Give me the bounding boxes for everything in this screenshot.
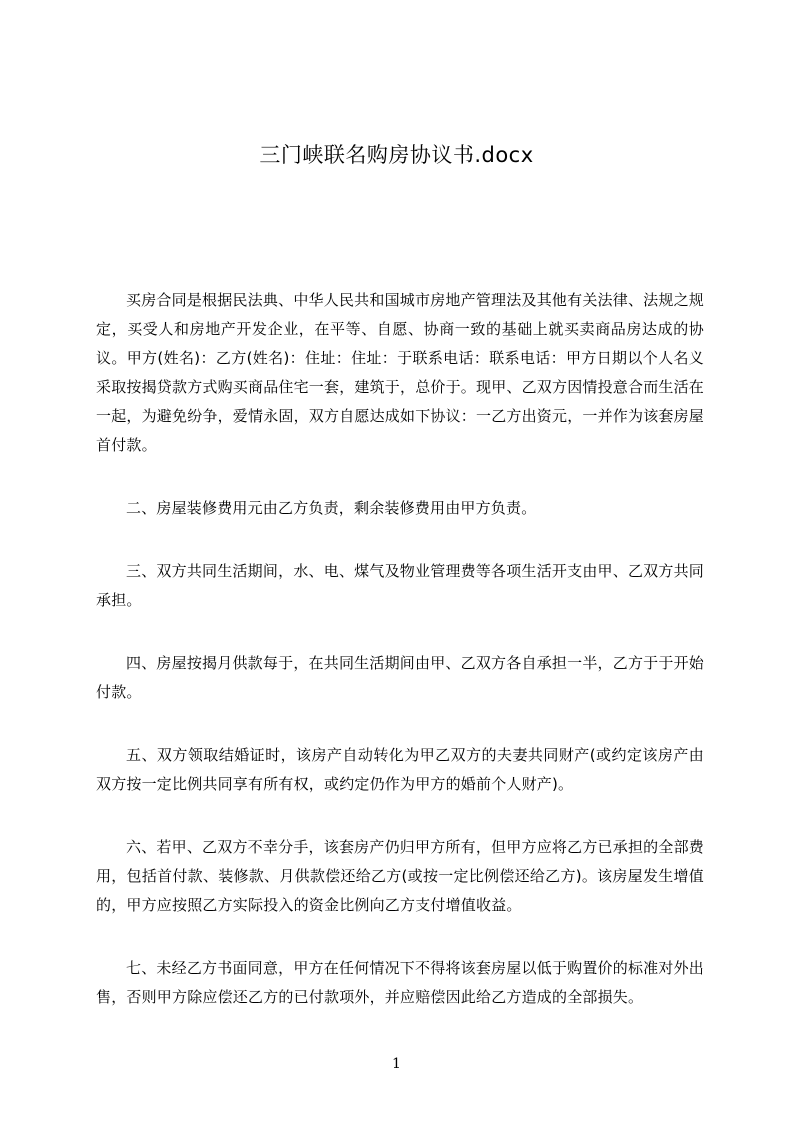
document-body bbox=[96, 286, 704, 1046]
document-title: 三门峡联名购房协议书.docx bbox=[259, 143, 534, 167]
paragraph-clause-6: 六、若甲、乙双方不幸分手，该套房产仍归甲方所有，但甲方应将乙方已承担的全部费用，包括首付款、装修款、月供款偿还给乙方(或按一定比例偿还给乙方)。该房屋发生增值的，甲方应按照乙方实际投入的资金比例向乙方支付增值收益。 bbox=[96, 838, 704, 914]
paragraph-clause-7: 七、未经乙方书面同意，甲方在任何情况下不得将该套房屋以低于购置价的标准对外出售，否则甲方除应偿还乙方的已付款项外，并应赔偿因此给乙方造成的全部损失。 bbox=[96, 959, 704, 1006]
paragraph-clause-5: 五、双方领取结婚证时，该房产自动转化为甲乙双方的夫妻共同财产(或约定该房产由双方按一定比例共同享有所有权，或约定仍作为甲方的婚前个人财产)。 bbox=[96, 746, 704, 793]
page-number: 1 bbox=[392, 1056, 401, 1072]
paragraph-clause-2: 二、房屋装修费用元由乙方负责，剩余装修费用由甲方负责。 bbox=[126, 499, 537, 517]
paragraph-intro: 买房合同是根据民法典、中华人民共和国城市房地产管理法及其他有关法律、法规之规定，买受人和房地产开发企业，在平等、自愿、协商一致的基础上就买卖商品房达成的协议。甲方(姓名)：乙方(姓名)：住址：住址：于联系电话：联系电话：甲方日期以个人名义采取按揭贷款方式购买商品住宅一套，建筑于，总价于。现甲、乙双方因情投意合而生活在一起，为避免纷争，爱情永固，双方自愿达成如下协议：一乙方出资元，一并作为该套房屋首付款。 bbox=[96, 291, 705, 454]
paragraph-clause-3: 三、双方共同生活期间，水、电、煤气及物业管理费等各项生活开支由甲、乙双方共同承担。 bbox=[96, 562, 704, 609]
paragraph-clause-4: 四、房屋按揭月供款每于，在共同生活期间由甲、乙双方各自承担一半，乙方于于开始付款。 bbox=[96, 654, 704, 701]
